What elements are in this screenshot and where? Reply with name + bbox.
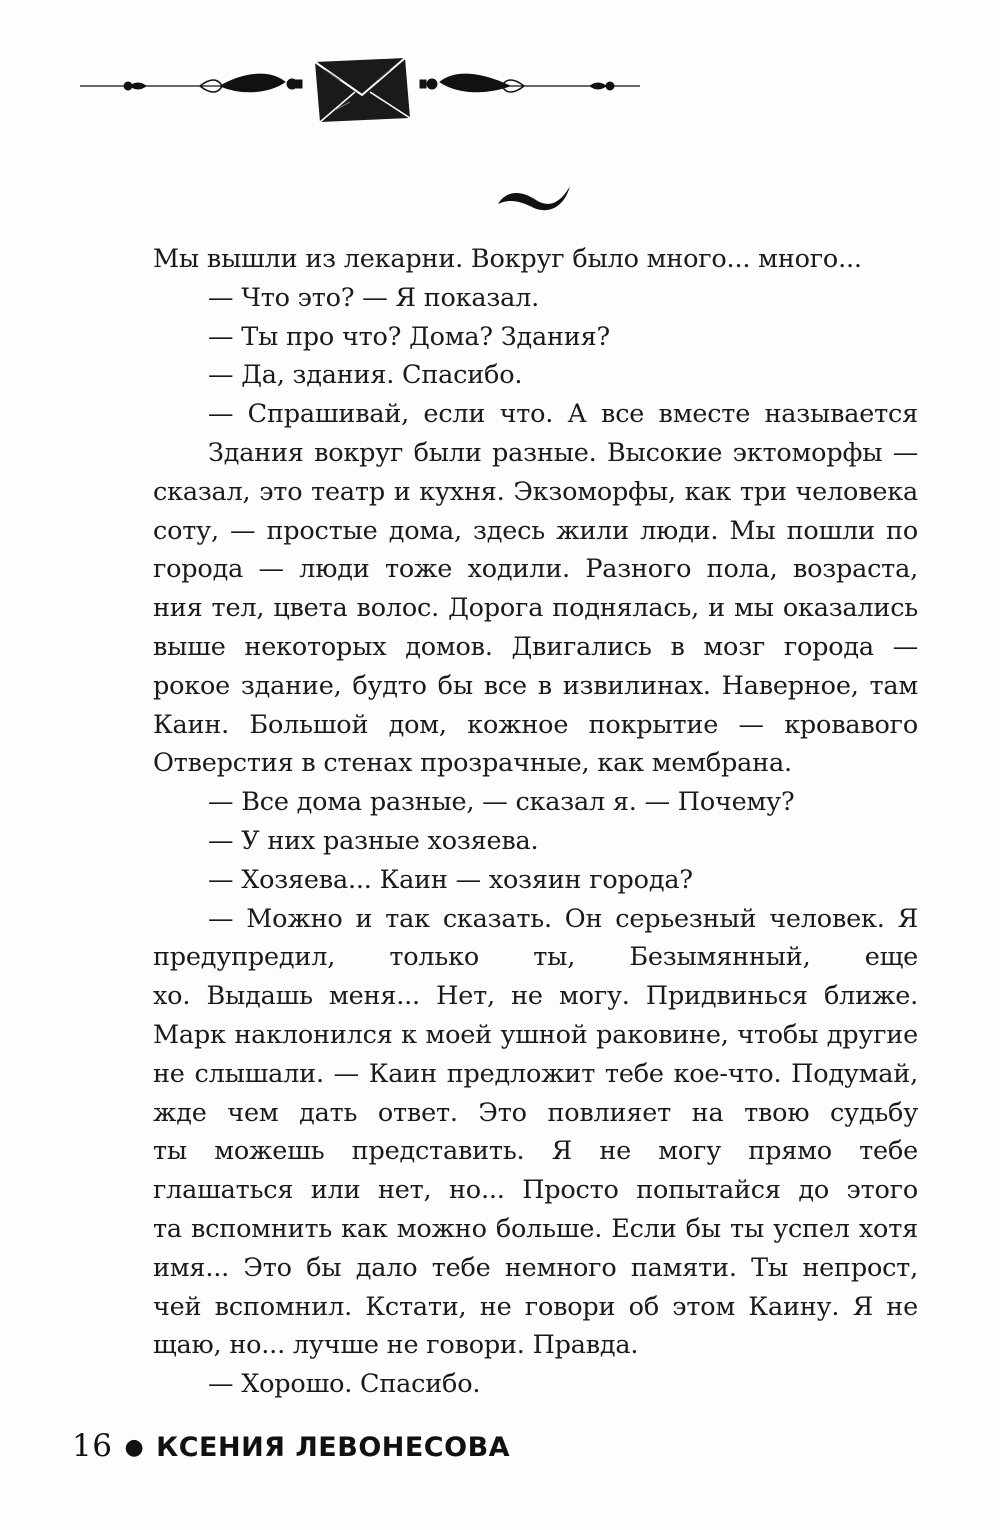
text-line: ты можешь представить. Я не могу прямо тебе (153, 1136, 918, 1167)
text-line: Мы вышли из лекарни. Вокруг было много... много... (153, 244, 862, 274)
envelope-icon (315, 58, 410, 122)
envelope-ornament (70, 40, 650, 130)
text-line: — Ты про что? Дома? Здания? (208, 321, 610, 352)
text-line: имя... Это бы дало тебе немного памяти. Ты непрост, (153, 1252, 918, 1283)
author-name: КСЕНИЯ ЛЕВОНЕСОВА (156, 1432, 511, 1463)
text-line: Каин. Большой дом, кожное покрытие — кровавого (153, 709, 918, 740)
text-line: глашаться или нет, но... Просто попытайся до этого (153, 1175, 918, 1206)
text-line: предупредил, только ты, Безымянный, еще (153, 942, 918, 973)
page-footer (72, 1428, 510, 1464)
text-line: — Что это? — Я показал. (208, 282, 540, 313)
text-line: — Хозяева... Каин — хозяин города? (208, 864, 693, 895)
page-number: 16 (72, 1428, 113, 1464)
text-line: — Да, здания. Спасибо. (208, 360, 523, 391)
text-line: чей вспомнил. Кстати, не говори об этом Каину. Я не (153, 1291, 918, 1322)
text-line: соту, — простые дома, здесь жили люди. Мы пошли по (153, 515, 918, 546)
text-line: не слышали. — Каин предложит тебе кое-что. Подумай, (153, 1058, 918, 1089)
text-line: — Все дома разные, — сказал я. — Почему? (208, 787, 795, 818)
text-line: города — люди тоже ходили. Разного пола, возраста, (153, 554, 918, 585)
text-line: щаю, но... лучше не говори. Правда. (153, 1330, 639, 1361)
text-line: хо. Выдашь меня... Нет, не могу. Придвинься ближе. (153, 981, 918, 1012)
text-line: — Можно и так сказать. Он серьезный человек. Я (208, 903, 918, 934)
text-line: выше некоторых домов. Двигались в мозг города — (153, 631, 918, 662)
section-break-tilde (494, 178, 574, 218)
text-line: — У них разные хозяева. (208, 825, 539, 856)
text-line: — Хорошо. Спасибо. (208, 1369, 481, 1400)
text-line: ния тел, цвета волос. Дорога поднялась, и мы оказались (153, 593, 918, 624)
text-line: Здания вокруг были разные. Высокие эктоморфы — (208, 437, 918, 468)
text-line: жде чем дать ответ. Это повлияет на твою судьбу (153, 1097, 918, 1128)
left-flourish (80, 74, 302, 92)
text-line: рокое здание, будто бы все в извилинах. Наверное, там (153, 670, 918, 701)
text-line: Марк наклонился к моей ушной раковине, чтобы другие (153, 1019, 918, 1050)
text-line: Отверстия в стенах прозрачные, как мембрана. (153, 748, 792, 779)
right-flourish (420, 74, 640, 92)
text-line: — Спрашивай, если что. А все вместе называется (208, 399, 918, 430)
footer-bullet-icon: ● (124, 1435, 145, 1460)
text-line: сказал, это театр и кухня. Экзоморфы, как три человека (153, 476, 918, 507)
text-line: та вспомнить как можно больше. Если бы ты успел хотя (153, 1213, 918, 1244)
body-text (153, 240, 918, 1404)
